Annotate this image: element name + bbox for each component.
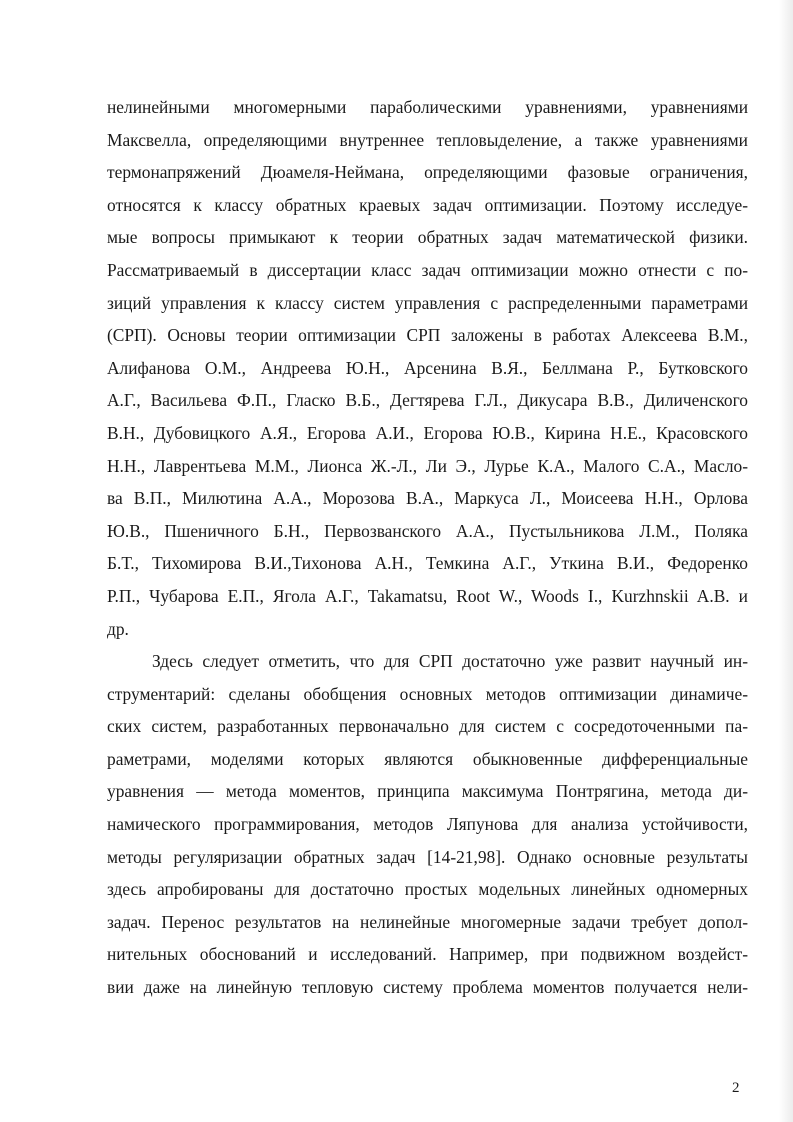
paragraph-2 [107, 645, 748, 1004]
text-line: раметрами, моделями которых являются обыкновенные дифференциальные [107, 748, 748, 769]
text-line: Б.Т., Тихомирова В.И.,Тихонова А.Н., Темкина А.Г., Уткина В.И., Федоренко [107, 553, 748, 574]
text-line: термонапряжений Дюамеля-Неймана, определяющими фазовые ограничения, [107, 162, 748, 183]
text-line: задач. Перенос результатов на нелинейные многомерные задачи требует допол- [107, 911, 748, 932]
text-line: здесь апробированы для достаточно простых модельных линейных одномерных [107, 879, 748, 900]
text-line: методы регуляризации обратных задач [14-21,98]. Однако основные результаты [107, 846, 748, 867]
body-text [107, 91, 748, 1004]
page-number: 2 [732, 1080, 740, 1096]
text-line: Ю.В., Пшеничного Б.Н., Первозванского А.А., Пустыльникова Л.М., Поляка [107, 520, 748, 541]
text-line: нелинейными многомерными параболическими уравнениями, уравнениями [107, 97, 748, 117]
text-line: А.Г., Васильева Ф.П., Гласко В.Б., Дегтярева Г.Л., Дикусара В.В., Диличенского [107, 390, 748, 411]
text-line: зиций управления к классу систем управления с распределенными параметрами [107, 292, 748, 313]
text-line: уравнения — метода моментов, принципа максимума Понтрягина, метода ди- [107, 781, 748, 802]
text-line: намического программирования, методов Ляпунова для анализа устойчивости, [107, 814, 748, 835]
text-line: Рассматриваемый в диссертации класс задач оптимизации можно отнести с по- [107, 259, 748, 280]
text-line: Р.П., Чубарова Е.П., Ягола А.Г., Takamatsu, Root W., Woods I., Kurzhnskii A.B. и [107, 585, 748, 606]
text-line: Максвелла, определяющими внутреннее тепловыделение, а также уравнениями [107, 129, 748, 150]
text-line: (СРП). Основы теории оптимизации СРП заложены в работах Алексеева В.М., [107, 325, 748, 346]
text-line: др. [107, 618, 129, 639]
text-line: относятся к классу обратных краевых задач оптимизации. Поэтому исследуе- [107, 194, 748, 215]
paragraph-1 [107, 91, 748, 645]
text-line: вии даже на линейную тепловую систему проблема моментов получается нели- [107, 977, 748, 998]
text-line: ва В.П., Милютина А.А., Морозова В.А., Маркуса Л., Моисеева Н.Н., Орлова [107, 488, 748, 509]
text-line: Алифанова О.М., Андреева Ю.Н., Арсенина В.Я., Беллмана Р., Бутковского [107, 357, 748, 378]
text-line: ских систем, разработанных первоначально для систем с сосредоточенными па- [107, 716, 748, 737]
text-line: мые вопросы примыкают к теории обратных задач математической физики. [107, 227, 748, 248]
scan-edge-shadow [779, 0, 793, 1122]
text-line: Здесь следует отметить, что для СРП достаточно уже развит научный ин- [152, 651, 748, 672]
text-line: нительных обоснований и исследований. Например, при подвижном воздейст- [107, 944, 748, 965]
text-line: струментарий: сделаны обобщения основных методов оптимизации динамиче- [107, 683, 748, 704]
text-line: Н.Н., Лаврентьева М.М., Лионса Ж.-Л., Ли Э., Лурье К.А., Малого С.А., Масло- [107, 455, 748, 476]
text-line: В.Н., Дубовицкого А.Я., Егорова А.И., Егорова Ю.В., Кирина Н.Е., Красовского [107, 422, 748, 443]
